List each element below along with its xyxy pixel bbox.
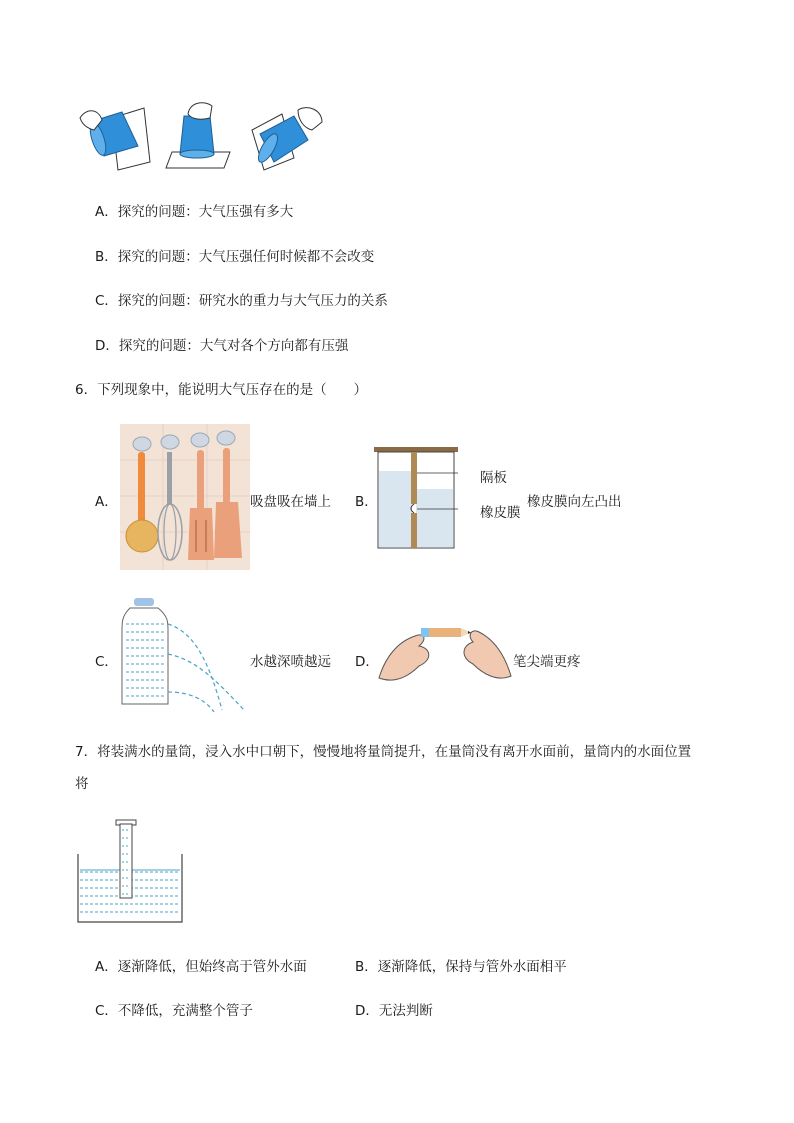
- cup-tilted-left: [80, 108, 150, 170]
- partition-container-figure: [372, 445, 462, 551]
- fingers-pencil-figure: [375, 618, 515, 688]
- cup-tilted-right: [252, 108, 322, 170]
- q7-stem-line1: 7．将装满水的量筒，浸入水中口朝下，慢慢地将量筒提升，在量筒没有离开水面前，量筒内的水面位置: [75, 744, 692, 760]
- q6-option-a-text: 吸盘吸在墙上: [250, 494, 331, 510]
- q7-stem-line2: 将: [75, 776, 89, 792]
- membrane-label: 橡皮膜: [480, 505, 521, 521]
- q6-option-d-text: 笔尖端更疼: [513, 654, 581, 670]
- q7-option-a: A．逐渐降低，但始终高于管外水面: [95, 959, 307, 975]
- cup-experiment-figure: [72, 100, 332, 172]
- q7-option-c: C．不降低，充满整个管子: [95, 1003, 253, 1019]
- graduated-cylinder-trough-figure: [76, 814, 186, 926]
- water-bottle-jets-figure: [118, 598, 250, 718]
- q5-option-a: A．探究的问题：大气压强有多大: [95, 204, 294, 220]
- q5-option-c: C．探究的问题：研究水的重力与大气压力的关系: [95, 293, 388, 309]
- partition-label: 隔板: [480, 470, 507, 486]
- q6-option-b-label: B．: [355, 494, 378, 510]
- q5-option-d: D．探究的问题：大气对各个方向都有压强: [95, 338, 349, 354]
- q7-option-b: B．逐渐降低，保持与管外水面相平: [355, 959, 567, 975]
- q5-option-b: B．探究的问题：大气压强任何时候都不会改变: [95, 249, 375, 265]
- q6-stem: 6．下列现象中，能说明大气压存在的是（ ）: [75, 382, 368, 398]
- q6-option-a-label: A．: [95, 494, 118, 510]
- q7-option-d: D．无法判断: [355, 1003, 433, 1019]
- q6-option-c-label: C．: [95, 654, 118, 670]
- cup-upright: [166, 103, 230, 168]
- suction-cup-hooks-photo: [120, 424, 250, 570]
- q6-option-b-text: 橡皮膜向左凸出: [527, 494, 622, 510]
- q6-option-d-label: D．: [355, 654, 379, 670]
- q6-option-c-text: 水越深喷越远: [250, 654, 331, 670]
